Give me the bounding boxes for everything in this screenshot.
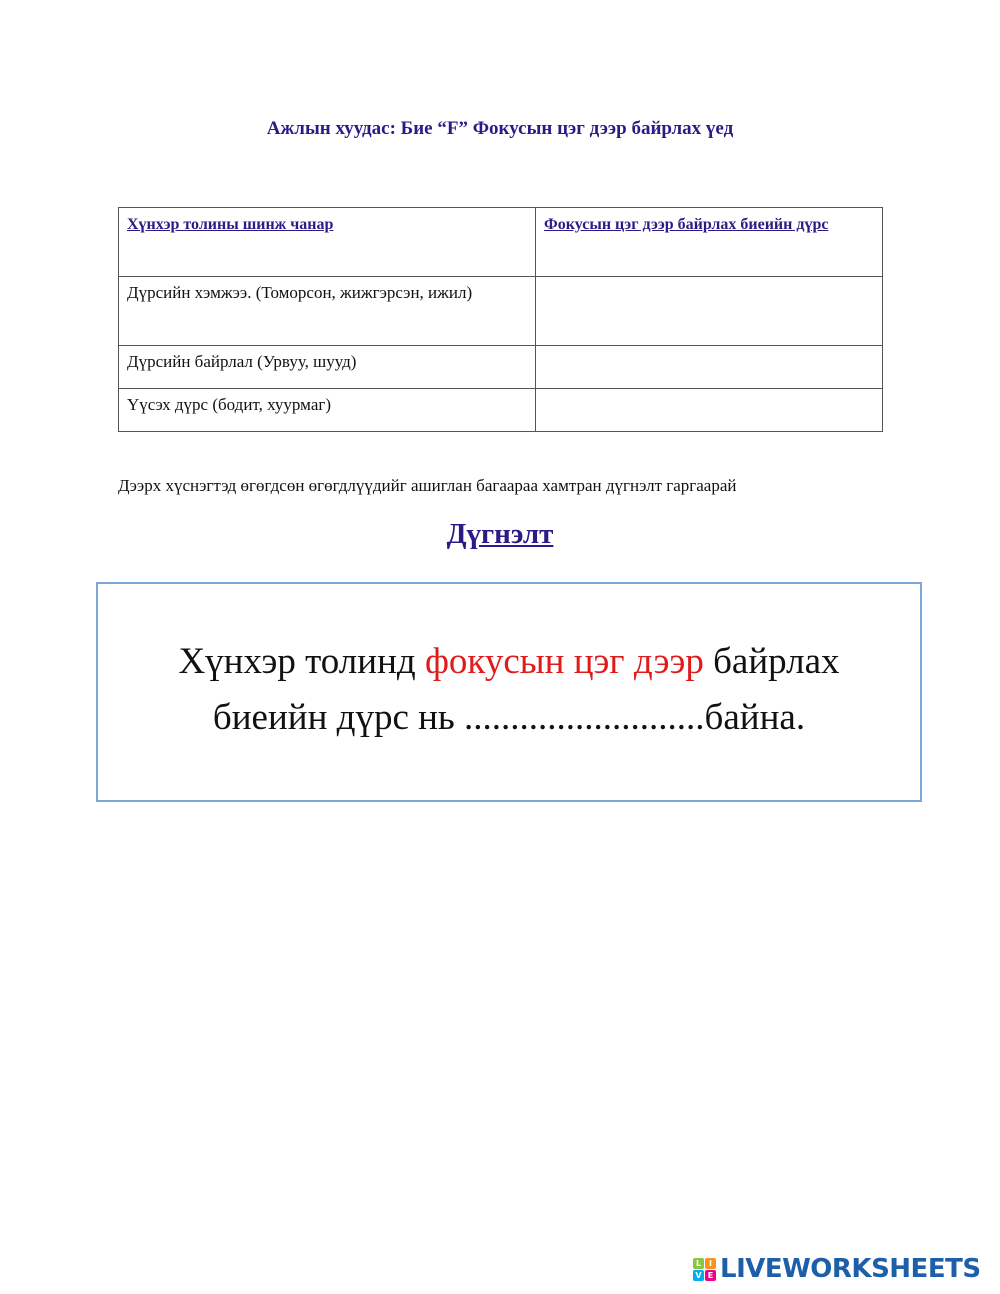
table-row [119, 346, 883, 389]
row-property-size: Дүрсийн хэмжээ. (Томорсон, жижгэрсэн, ижил) [119, 277, 536, 346]
instruction-text: Дээрх хүснэгтэд өгөгдсөн өгөгдлүүдийг ашиглан багаараа хамтран дүгнэлт гаргаарай [118, 476, 737, 495]
conclusion-text-before: Хүнхэр толинд [178, 641, 425, 682]
table-header-cell [119, 208, 536, 277]
table-row [119, 389, 883, 432]
table-row [119, 277, 883, 346]
row-property-orientation: Дүрсийн байрлал (Урвуу, шууд) [119, 346, 536, 389]
liveworksheets-logo [693, 1254, 981, 1284]
table-header-cell [536, 208, 883, 277]
conclusion-heading: Дүгнэлт [446, 518, 554, 550]
worksheet-title: Ажлын хуудас: Бие “F” Фокусын цэг дээр байрлах үед [266, 118, 734, 139]
table-header-row [119, 208, 883, 277]
conclusion-text [98, 634, 920, 746]
answer-cell-orientation[interactable] [536, 346, 883, 389]
answer-cell-image-type[interactable] [536, 389, 883, 432]
header-property: Хүнхэр толины шинж чанар [127, 216, 334, 233]
row-property-image-type: Үүсэх дүрс (бодит, хуурмаг) [119, 389, 536, 432]
answer-cell-size[interactable] [536, 277, 883, 346]
header-image-at-focus: Фокусын цэг дээр байрлах биеийн дүрс [544, 216, 829, 233]
properties-table [118, 207, 883, 432]
conclusion-answer-box[interactable] [96, 582, 922, 802]
liveworksheets-icon: L I V E [693, 1258, 716, 1281]
conclusion-text-highlight: фокусын цэг дээр [424, 641, 704, 682]
liveworksheets-wordmark: LIVEWORKSHEETS [720, 1254, 981, 1284]
conclusion-text-after: байрлах [703, 641, 840, 682]
conclusion-text-line2: биеийн дүрс нь ..........................байна. [212, 697, 806, 738]
